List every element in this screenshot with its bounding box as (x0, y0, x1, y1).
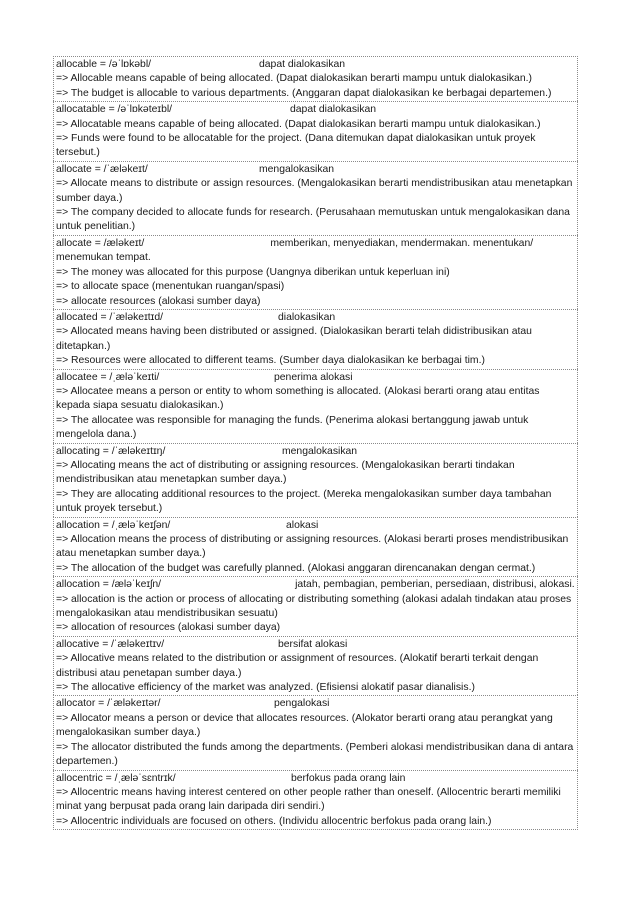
dictionary-entry (53, 517, 578, 577)
entry-line: => Allocate means to distribute or assign resources. (Mengalokasikan berarti mendistribusikan atau menetapkan sumber daya.) (56, 178, 573, 204)
entry-line: => They are allocating additional resources to the project. (Mereka mengalokasikan sumber daya tambahan untuk proyek tersebut.) (56, 488, 552, 515)
entry-line: => Allocation means the process of distributing or assigning resources. (Alokasi berarti proses mendistribusikan atau menetapkan sumber daya.) (56, 534, 569, 560)
entry-headword: allocative = /ˈæləkeɪtɪv/ (56, 638, 165, 650)
entry-line: => Funds were found to be allocatable for the project. (Dana ditemukan dapat dialokasikan untuk proyek tersebut.) (56, 133, 536, 159)
entry-translation: memberikan, menyediakan, mendermakan. menentukan/ menemukan tempat. (56, 237, 534, 264)
entry-line: => allocation of resources (alokasi sumber daya) (56, 622, 281, 634)
entry-translation: dapat dialokasikan (290, 104, 377, 116)
dictionary-entry (53, 56, 578, 101)
entry-heading (56, 445, 575, 459)
entry-line: => The allocative efficiency of the market was analyzed. (Efisiensi alokatif pasar dianalisis.) (56, 682, 475, 694)
entry-line: => Allocentric individuals are focused on others. (Individu allocentric berfokus pada orang lain.) (56, 815, 492, 827)
entry-headword: allocated = /ˈæləkeɪtɪd/ (56, 311, 164, 323)
entry-line: => The budget is allocable to various departments. (Anggaran dapat dialokasikan ke berbagai departemen.) (56, 87, 552, 99)
dictionary-entry (53, 770, 578, 831)
entry-line: => allocation is the action or process of allocating or distributing something (alokasi adalah tindakan atau proses mengalokasikan atau mendistribusikan sesuatu) (56, 593, 572, 620)
entry-headword: allocable = /əˈlɒkəbl/ (56, 59, 152, 70)
entry-line: => Allocator means a person or device that allocates resources. (Alokator berarti orang atau perangkat yang mengalokasikan sumber daya.) (56, 712, 553, 739)
entry-line: => Allocating means the act of distributing or assigning resources. (Mengalokasikan berarti tindakan mendistribusikan atau menetapkan sumber daya.) (56, 459, 515, 486)
entry-line: => The allocator distributed the funds among the departments. (Pemberi alokasi mendistribusikan dana di antara departemen.) (56, 741, 574, 768)
entry-translation: alokasi (286, 519, 319, 531)
entry-heading (56, 638, 575, 652)
entry-line: => The company decided to allocate funds for research. (Perusahaan memutuskan untuk mengalokasikan dana untuk penelitian.) (56, 207, 570, 233)
entry-heading (56, 519, 575, 533)
entry-translation: bersifat alokasi (278, 638, 348, 650)
entry-line: => Allocatee means a person or entity to whom something is allocated. (Alokasi berarti orang atau entitas kepada siapa sesuatu dialokasikan.) (56, 385, 540, 412)
dictionary-page (53, 56, 578, 830)
entry-heading (56, 772, 575, 786)
entry-line: => to allocate space (menentukan ruangan/spasi) (56, 281, 285, 293)
entry-headword: allocatee = /ˌæləˈkeɪti/ (56, 371, 160, 383)
entry-headword: allocatable = /əˈlɒkəteɪbl/ (56, 104, 173, 116)
entry-headword: allocator = /ˈæləkeɪtər/ (56, 698, 161, 710)
entry-translation: berfokus pada orang lain (291, 772, 406, 784)
entry-line: => Allocable means capable of being allocated. (Dapat dialokasikan berarti mampu untuk dialokasikan.) (56, 73, 532, 85)
dictionary-entry (53, 101, 578, 161)
dictionary-entry (53, 235, 578, 309)
entry-headword: allocate = /ˈæləkeɪt/ (56, 163, 148, 175)
entry-heading (56, 578, 575, 592)
entry-heading (56, 697, 575, 711)
entry-heading (56, 311, 575, 325)
entry-heading (56, 371, 575, 385)
entry-heading (56, 58, 575, 72)
entry-headword: allocating = /ˈæləkeɪtɪŋ/ (56, 445, 166, 457)
entry-translation: penerima alokasi (274, 371, 353, 383)
entry-line: => Resources were allocated to different teams. (Sumber daya dialokasikan ke berbagai tim.) (56, 355, 485, 367)
dictionary-entry (53, 636, 578, 696)
dictionary-entry (53, 443, 578, 517)
entry-headword: allocation = /æləˈkeɪʃn/ (56, 579, 162, 591)
entry-heading (56, 103, 575, 117)
entry-translation: mengalokasikan (259, 163, 335, 175)
dictionary-entry (53, 695, 578, 769)
dictionary-entry (53, 576, 578, 636)
entry-line: => Allocative means related to the distribution or assignment of resources. (Alokatif berarti terkait dengan distribusi atau penetapan sumber daya.) (56, 653, 539, 679)
entry-line: => The allocatee was responsible for managing the funds. (Penerima alokasi bertanggung jawab untuk mengelola dana.) (56, 414, 529, 441)
entry-headword: allocation = /ˌæləˈkeɪʃən/ (56, 519, 171, 531)
entry-line: => allocate resources (alokasi sumber daya) (56, 295, 261, 307)
entry-translation: jatah, pembagian, pemberian, persediaan, distribusi, alokasi. (295, 579, 575, 591)
entry-heading (56, 163, 575, 177)
dictionary-entry (53, 369, 578, 443)
entry-line: => Allocentric means having interest centered on other people rather than oneself. (Allocentric berarti memiliki minat yang berpusat pada orang lain daripada diri sendiri.) (56, 786, 561, 813)
entry-line: => Allocated means having been distributed or assigned. (Dialokasikan berarti telah didistribusikan atau ditetapkan.) (56, 326, 532, 352)
entry-line: => Allocatable means capable of being allocated. (Dapat dialokasikan berarti mampu untuk dialokasikan.) (56, 118, 541, 130)
entry-translation: pengalokasi (274, 698, 330, 710)
entry-line: => The money was allocated for this purpose (Uangnya diberikan untuk keperluan ini) (56, 266, 450, 278)
entry-headword: allocate = /æləkeɪt/ (56, 237, 145, 249)
dictionary-entry (53, 309, 578, 369)
dictionary-entry (53, 161, 578, 235)
entry-headword: allocentric = /ˌæləˈsɛntrɪk/ (56, 772, 176, 784)
entry-translation: dapat dialokasikan (259, 59, 346, 70)
entry-line: => The allocation of the budget was carefully planned. (Alokasi anggaran direncanakan dengan cermat.) (56, 562, 536, 574)
entry-translation: dialokasikan (278, 311, 336, 323)
entry-translation: mengalokasikan (282, 445, 358, 457)
entry-heading (56, 237, 575, 266)
